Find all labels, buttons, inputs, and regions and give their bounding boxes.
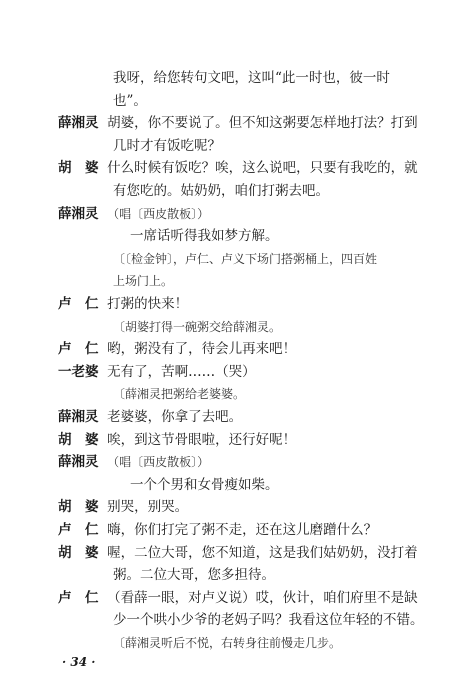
- dialogue-line: [58, 341, 296, 357]
- dialogue-line: [58, 115, 418, 131]
- stage-direction: （唱〔西皮散板〕）: [107, 455, 210, 470]
- speaker-name: 胡 婆: [58, 499, 99, 516]
- stage-direction: （唱〔西皮散板〕）: [107, 206, 210, 221]
- stage-direction: 〔薛湘灵听后不悦，右转身往前慢走几步。: [113, 636, 342, 650]
- speaker-name: 卢 仁: [58, 522, 99, 538]
- dialogue-text: 嗨，你们打完了粥不走，还在这儿磨蹭什么？: [107, 522, 378, 538]
- dialogue-text: 无有了，苦啊……（哭）: [107, 363, 256, 380]
- speaker-name: 卢 仁: [58, 589, 99, 606]
- text-line: 有您吃的。姑奶奶，咱们打粥去吧。: [113, 183, 329, 199]
- stage-direction: 上场门上。: [113, 274, 174, 289]
- dialogue-line: [58, 364, 256, 380]
- dialogue-line: [58, 160, 418, 176]
- dialogue-line: [58, 590, 418, 606]
- dialogue-text: 喔，二位大哥，您不知道，这是我们姑奶奶，没打着: [107, 544, 418, 561]
- dialogue-text: 老婆婆，你拿了去吧。: [107, 409, 243, 425]
- page-number: · 34 ·: [62, 655, 96, 669]
- dialogue-line: [58, 409, 242, 425]
- dialogue-line: [58, 432, 296, 448]
- stage-direction: 〔薛湘灵把粥给老婆婆。: [113, 387, 246, 402]
- speaker-name: 卢 仁: [58, 296, 99, 312]
- dialogue-text: 别哭，别哭。: [107, 499, 189, 516]
- text-line: 几时才有饭吃呢？: [113, 137, 221, 154]
- dialogue-text: 胡婆，你不要说了。但不知这粥要怎样地打法？打到: [107, 115, 418, 132]
- text-line: 也”。: [113, 92, 147, 109]
- speaker-name: 卢 仁: [58, 341, 99, 358]
- speaker-name: 胡 婆: [58, 160, 99, 177]
- text-line: 粥。二位大哥，您多担待。: [113, 567, 275, 584]
- stage-direction: 〔〔检金钟〕，卢仁、卢义下场门搭粥桶上，四百姓: [113, 251, 378, 266]
- speaker-name: 胡 婆: [58, 431, 99, 448]
- dialogue-line: [58, 499, 188, 515]
- dialogue-line: [58, 545, 418, 561]
- stage-direction: 〔胡婆打得一碗粥交给薛湘灵。: [113, 319, 282, 334]
- sung-line: 一席话听得我如梦方解。: [130, 228, 279, 245]
- dialogue-line: [58, 296, 188, 312]
- speaker-name: 薛湘灵: [58, 205, 99, 222]
- text-line: 我呀，给您转句文吧，这叫“此一时也，彼一时: [113, 70, 390, 86]
- dialogue-text: 唉，到这节骨眼啦，还行好呢！: [107, 431, 297, 448]
- dialogue-text: 哟，粥没有了，待会儿再来吧！: [107, 341, 297, 358]
- dialogue-text: （看薛一眼，对卢义说）哎，伙计，咱们府里不是缺: [107, 589, 418, 606]
- sung-line: 一个个男和女骨瘦如柴。: [130, 476, 279, 493]
- speaker-name: 薛湘灵: [58, 409, 99, 425]
- dialogue-line: [58, 522, 377, 538]
- speaker-name: 一老婆: [58, 363, 99, 380]
- speaker-name: 薛湘灵: [58, 115, 99, 132]
- speaker-name: 薛湘灵: [58, 454, 99, 471]
- speaker-name: 胡 婆: [58, 544, 99, 561]
- dialogue-line: [58, 206, 209, 222]
- dialogue-text: 什么时候有饭吃？唉，这么说吧，只要有我吃的，就: [107, 160, 418, 177]
- dialogue-line: [58, 454, 209, 470]
- dialogue-text: 打粥的快来！: [107, 296, 189, 312]
- text-line: 少一个哄小少爷的老妈子吗？我看这位年轻的不错。: [113, 612, 424, 629]
